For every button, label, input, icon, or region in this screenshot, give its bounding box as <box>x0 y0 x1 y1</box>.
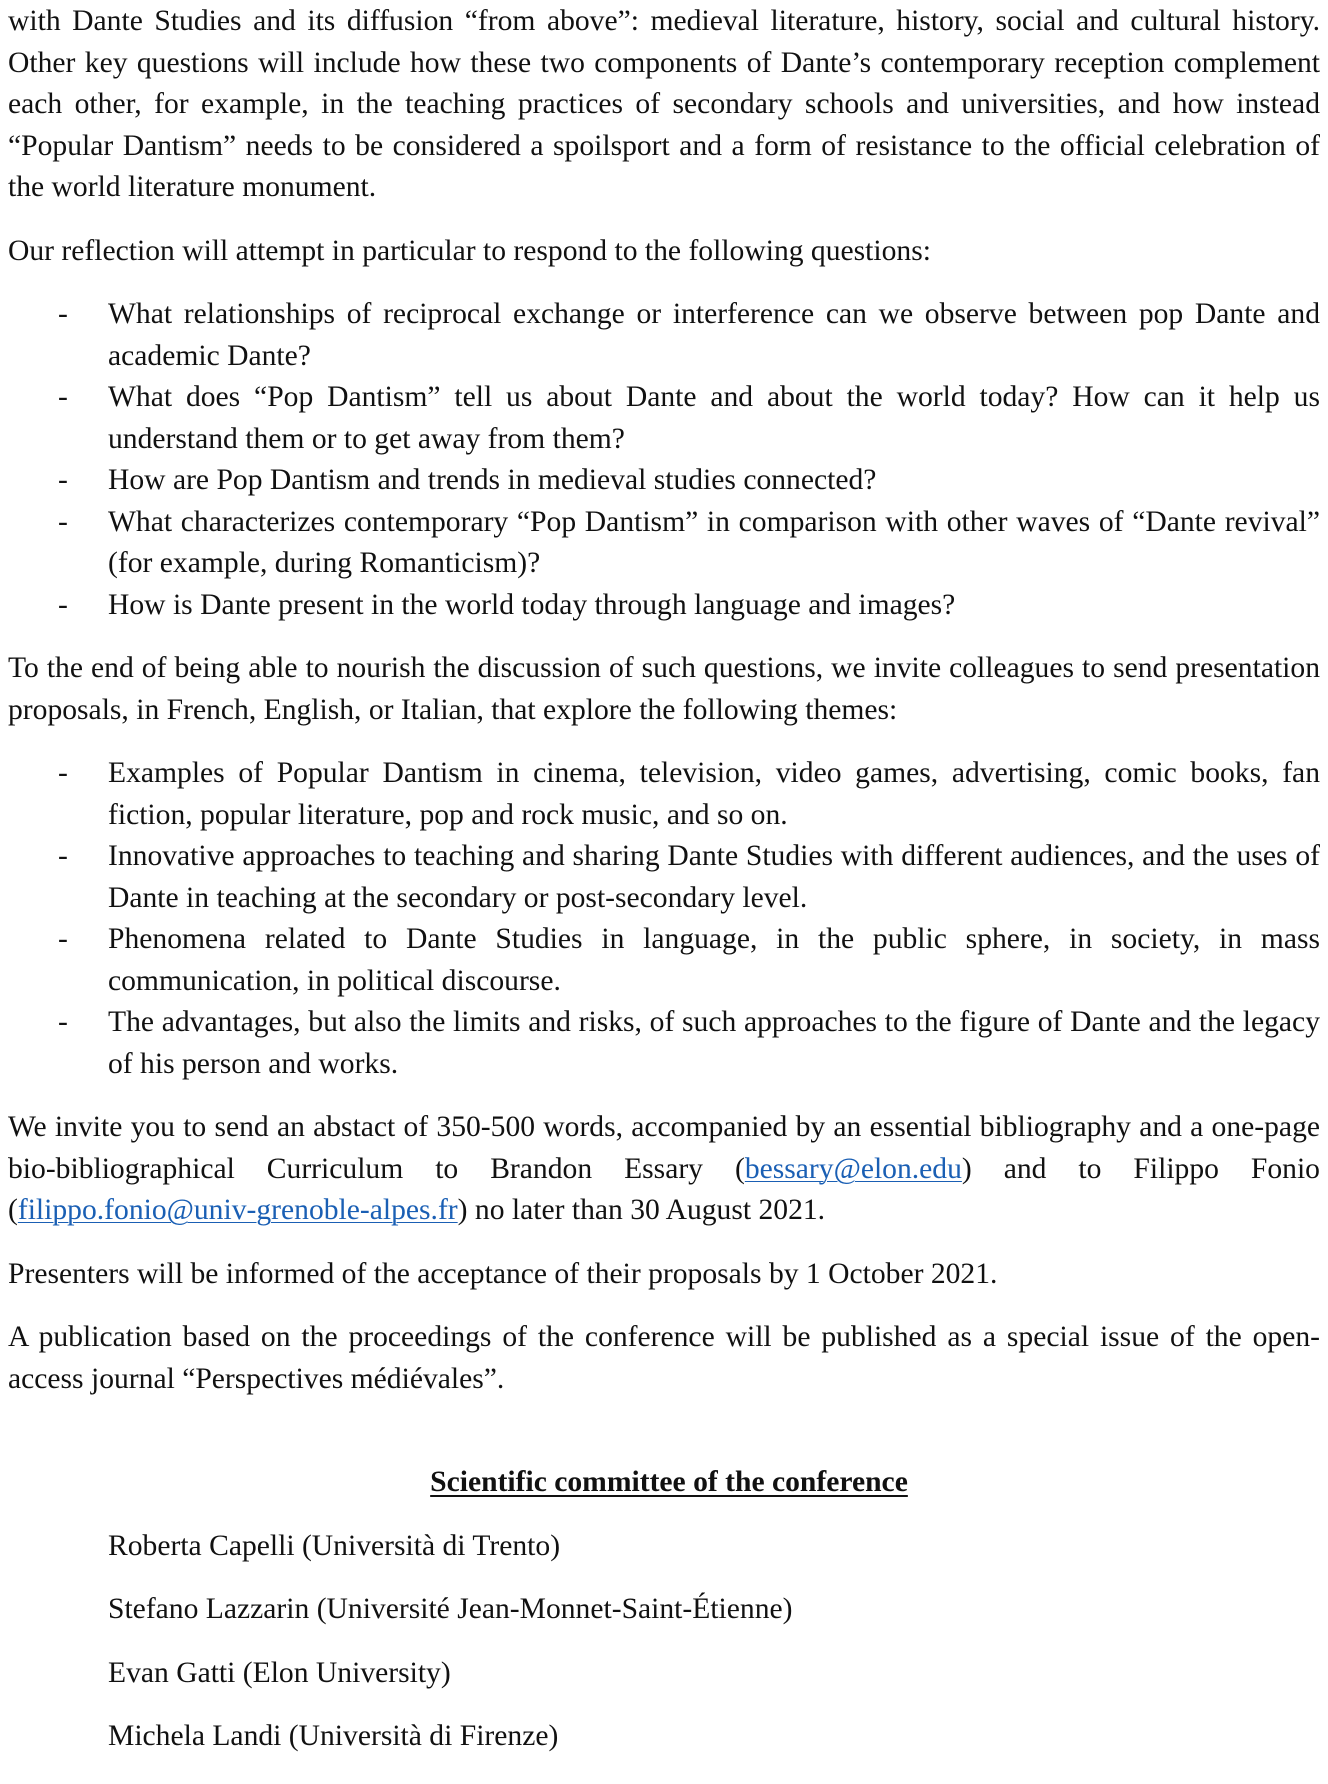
list-item <box>8 919 1320 1002</box>
scientific-committee <box>8 1462 1320 1758</box>
dash-bullet: - <box>58 840 68 872</box>
theme-text: Phenomena related to Dante Studies in language, in the public sphere, in society, in mass communication, in political discourse. <box>108 923 1320 997</box>
list-item <box>8 294 1320 377</box>
dash-bullet: - <box>58 505 68 538</box>
questions-list <box>8 294 1320 626</box>
submission-paragraph <box>8 1107 1320 1232</box>
list-item <box>8 377 1320 460</box>
dash-bullet: - <box>58 464 68 496</box>
question-text: What does “Pop Dantism” tell us about Dante and about the world today? How can it help us understand them or to get away from them? <box>108 381 1320 455</box>
question-text: How is Dante present in the world today through language and images? <box>108 588 956 621</box>
dash-bullet: - <box>58 1006 68 1038</box>
list-item <box>8 1002 1320 1085</box>
email-link-essary[interactable]: bessary@elon.edu <box>744 1152 962 1185</box>
dash-bullet: - <box>58 381 68 413</box>
committee-member: Roberta Capelli (Università di Trento) <box>108 1529 561 1562</box>
question-text: What relationships of reciprocal exchange or interference can we observe between pop Dante and academic Dante? <box>108 298 1320 372</box>
dash-bullet: - <box>58 923 68 955</box>
dash-bullet: - <box>58 298 68 330</box>
list-item <box>8 502 1320 585</box>
list-item <box>8 460 1320 502</box>
submission-text-2: ) and to Filippo Fonio ( <box>8 1152 1320 1226</box>
publication-paragraph: A publication based on the proceedings of the conference will be published as a special issue of the open-access journal “Perspectives médiévales”. <box>8 1321 1320 1395</box>
submission-text-3: ) no later than 30 August 2021. <box>457 1194 826 1226</box>
committee-member: Stefano Lazzarin (Université Jean-Monnet-Saint-Étienne) <box>108 1593 793 1625</box>
question-text: How are Pop Dantism and trends in medieval studies connected? <box>108 464 877 496</box>
list-item <box>8 753 1320 836</box>
committee-member: Evan Gatti (Elon University) <box>108 1656 451 1689</box>
submission-text-1: We invite you to send an abstact of 350-500 words, accompanied by an essential bibliography and a one-page bio-bibliographical Curriculum to Brandon Essary ( <box>8 1111 1320 1185</box>
committee-member: Michela Landi (Università di Firenze) <box>108 1720 559 1752</box>
email-link-fonio[interactable]: filippo.fonio@univ-grenoble-alpes.fr <box>17 1194 458 1226</box>
question-text: What characterizes contemporary “Pop Dantism” in comparison with other waves of “Dante revival” (for example, during Romanticism)? <box>108 505 1320 579</box>
themes-list <box>8 753 1320 1085</box>
dash-bullet: - <box>58 588 68 621</box>
notification-paragraph: Presenters will be informed of the acceptance of their proposals by 1 October 2021. <box>8 1257 998 1290</box>
theme-text: The advantages, but also the limits and risks, of such approaches to the figure of Dante and the legacy of his person and works. <box>108 1006 1320 1080</box>
list-item <box>8 836 1320 919</box>
themes-intro: To the end of being able to nourish the discussion of such questions, we invite colleagues to send presentation proposals, in French, English, or Italian, that explore the following themes: <box>8 652 1320 726</box>
committee-title: Scientific committee of the conference <box>430 1466 908 1498</box>
dash-bullet: - <box>58 757 68 789</box>
intro-paragraph: with Dante Studies and its diffusion “from above”: medieval literature, history, social and cultural history. Other key questions will include how these two components of Dante’s contemporary reception complement each other, for example, in the teaching practices of secondary schools and universities, and how instead “Popular Dantism” needs to be considered a spoilsport and a form of resistance to the official celebration of the world literature monument. <box>8 5 1320 203</box>
questions-intro: Our reflection will attempt in particular to respond to the following questions: <box>8 234 931 267</box>
document-page <box>8 1 1320 1780</box>
theme-text: Examples of Popular Dantism in cinema, television, video games, advertising, comic books, fan fiction, popular literature, pop and rock music, and so on. <box>108 757 1320 831</box>
list-item <box>8 585 1320 627</box>
theme-text: Innovative approaches to teaching and sharing Dante Studies with different audiences, and the uses of Dante in teaching at the secondary or post-secondary level. <box>108 840 1320 914</box>
